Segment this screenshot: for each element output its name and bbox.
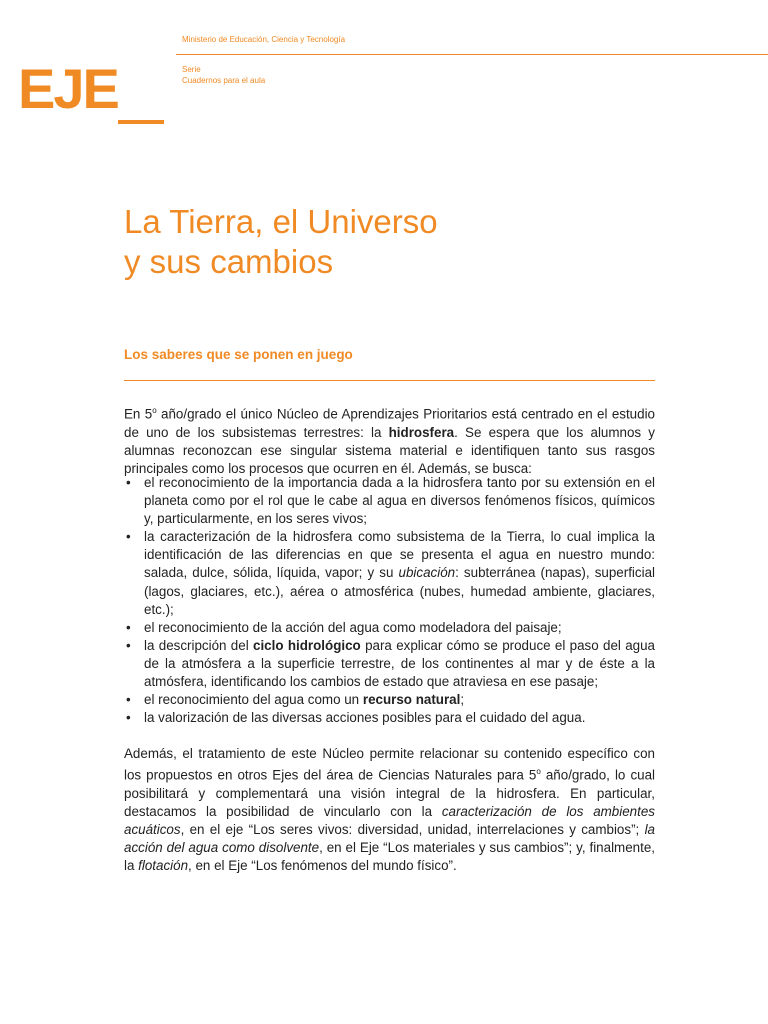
emphasis-term: flotación — [138, 858, 189, 874]
closing-paragraph — [124, 745, 655, 875]
objectives-list — [124, 474, 655, 727]
emphasis-term: caracterización de los ambientes acuáticos — [124, 803, 655, 837]
closing-text-part: , en el Eje “Los fenómenos del mundo físico”. — [188, 858, 457, 874]
intro-text — [124, 402, 655, 478]
page-title — [124, 202, 684, 282]
intro-text-part: . Se espera que los alumnos y alumnas reconozcan ese singular sistema material e identifiquen tanto sus rasgos principales como los procesos que ocurren en él. Además, se busca: — [124, 424, 655, 476]
ordinal-superscript: o — [536, 767, 541, 777]
closing-text — [124, 745, 655, 875]
page-title-line-2: y sus cambios — [124, 243, 334, 280]
list-item-text: el reconocimiento de la importancia dada a la hidrosfera tanto por su extensión en el planeta como por el rol que le cabe al agua en diversos fenómenos físicos, químicos y, particularmente, en los seres vivos; — [144, 475, 655, 527]
series-name: Cuadernos para el aula — [182, 76, 266, 85]
intro-text-part: En 5 — [124, 406, 153, 422]
list-item — [124, 474, 655, 528]
list-item-text: : subterránea (napas), superficial (lagos, glaciares, etc.), aérea o atmosférica (nubes, humedad ambiente, glaciares, etc.); — [144, 565, 655, 617]
list-item-text: ; — [460, 692, 465, 708]
list-item-text: la valorización de las diversas acciones posibles para el cuidado del agua. — [144, 710, 586, 726]
recurso-natural-term: recurso natural — [362, 692, 461, 708]
section-heading: Los saberes que se ponen en juego — [124, 347, 353, 362]
list-item-text: el reconocimiento de la acción del agua como modeladora del paisaje; — [144, 619, 562, 635]
list-item-text: la descripción del — [144, 637, 253, 653]
list-item — [124, 528, 655, 618]
closing-text-part: año/grado, lo cual posibilitará y complementará una visión integral de la hidrosfera. En particular, destacamos la posibilidad de vincularlo con la — [124, 767, 656, 819]
intro-text-part: año/grado el único Núcleo de Aprendizajes Prioritarios está centrado en el estudio de uno de los subsistemas terrestres: la — [124, 406, 655, 440]
header-divider — [176, 54, 768, 55]
list-item-text: el reconocimiento del agua como un — [144, 692, 363, 708]
list-item-text: para explicar cómo se produce el paso del agua de la atmósfera a la superficie terrestre, de los continentes al mar y de éste a la atmósfera, identificando los cambios de estado que atraviesa en ese pasaje; — [144, 637, 656, 690]
ubicacion-term: ubicación — [398, 565, 456, 581]
list-item — [124, 691, 655, 709]
series-label: Serie — [182, 65, 201, 74]
list-item — [124, 637, 655, 691]
page-title-line-1: La Tierra, el Universo — [124, 203, 438, 240]
intro-paragraph — [124, 402, 655, 478]
eje-logo: EJE — [18, 57, 118, 120]
hidrosfera-term: hidrosfera — [388, 424, 455, 440]
list-item-text: la caracterización de la hidrosfera como subsistema de la Tierra, lo cual implica la identificación de las diferencias en que se presenta el agua en nuestro mundo: salada, dulce, sólida, líquida, vapor; y su — [144, 529, 655, 581]
ordinal-superscript: o — [152, 406, 157, 415]
logo-underline — [118, 120, 164, 124]
ministry-label: Ministerio de Educación, Ciencia y Tecnología — [182, 35, 346, 44]
section-divider — [124, 380, 655, 381]
list-item — [124, 709, 655, 727]
emphasis-term: la acción del agua como disolvente — [124, 821, 655, 855]
closing-text-part: Además, el tratamiento de este Núcleo permite relacionar su contenido específico con los propuestos en otros Ejes del área de Ciencias Naturales para 5 — [124, 746, 655, 783]
closing-text-part: , en el eje “Los seres vivos: diversidad, unidad, interrelaciones y cambios”; — [180, 821, 645, 837]
ciclo-hidrologico-term: ciclo hidrológico — [253, 637, 361, 653]
list-item — [124, 619, 655, 637]
closing-text-part: , en el Eje “Los materiales y sus cambios”; y, finalmente, la — [124, 839, 655, 874]
